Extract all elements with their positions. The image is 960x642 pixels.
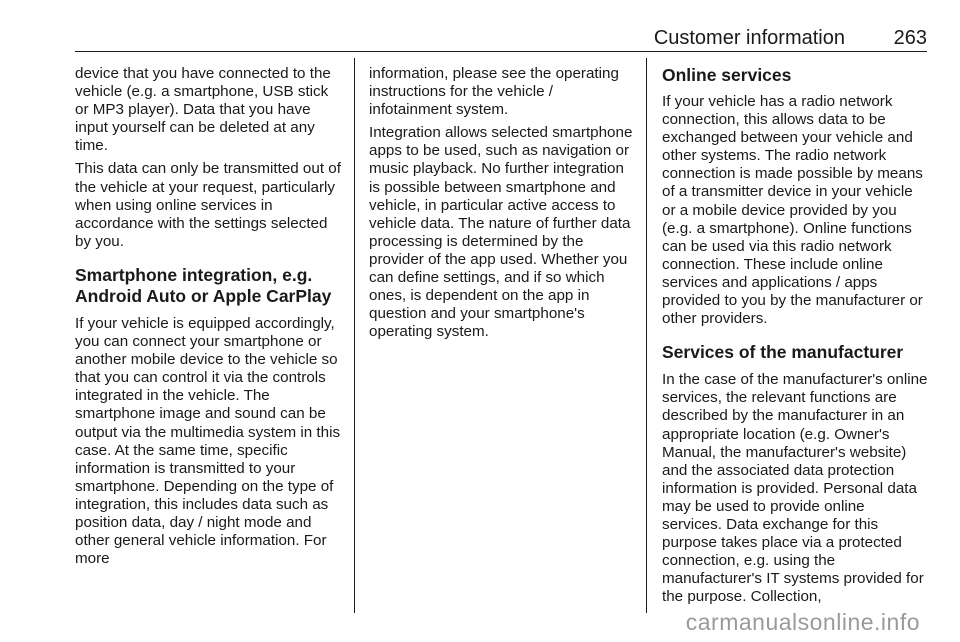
paragraph: This data can only be transmitted out of the vehicle at your request, particularly when using online services in accordance with the settings selected by you. [75,160,341,250]
page-header [75,26,927,50]
page-number: 263 [893,27,927,49]
column-divider-left [354,58,355,613]
paragraph: Integration allows selected smartphone apps to be used, such as navigation or music playback. No further integration is possible between smartphone and vehicle, in particular active access to vehicle data. The nature of further data processing is determined by the provider of the app used. Whether you can define settings, and if so which ones, is dependent on the app in question and your smartphone's operating system. [369,124,633,341]
column-divider-right [646,58,647,613]
section-heading: Online services [662,65,792,85]
paragraph: information, please see the operating instructions for the vehicle / infotainment system. [369,65,619,119]
section-heading: Smartphone integration, e.g. Android Auto or Apple CarPlay [75,264,332,306]
paragraph: device that you have connected to the vehicle (e.g. a smartphone, USB stick or MP3 player). Data that you have input yourself can be deleted at any time. [75,65,331,155]
column-right [662,65,928,611]
paragraph: If your vehicle has a radio network connection, this allows data to be exchanged between your vehicle and other systems. The radio network connection is made possible by means of a transmitter device in your vehicle or a mobile device provided by you (e.g. a smartphone). Online functions can be used via this radio network connection. These include online services and applications / apps provided to you by the manufacturer or other providers. [662,93,923,328]
section-heading: Services of the manufacturer [662,342,904,363]
paragraph: In the case of the manufacturer's online services, the relevant functions are described by the manufacturer in an appropriate location (e.g. Owner's Manual, the manufacturer's website) and the associated data protection information is provided. Personal data may be used to provide online services. Data exchange for this purpose takes place via a protected connection, e.g. using the manufacturer's IT systems provided for the purpose. Collection, [662,371,928,606]
section-title: Customer information [653,27,845,49]
column-left [75,65,341,573]
watermark: carmanualsonline.info [685,609,920,635]
column-middle [369,65,635,346]
paragraph: If your vehicle is equipped accordingly, you can connect your smartphone or another mobile device to the vehicle so that you can control it via the controls integrated in the vehicle. The smartphone image and sound can be output via the multimedia system in this case. At the same time, specific information is transmitted to your smartphone. Depending on the type of integration, this includes data such as position data, day / night mode and other general vehicle information. For more [75,314,341,568]
header-rule [75,51,927,52]
